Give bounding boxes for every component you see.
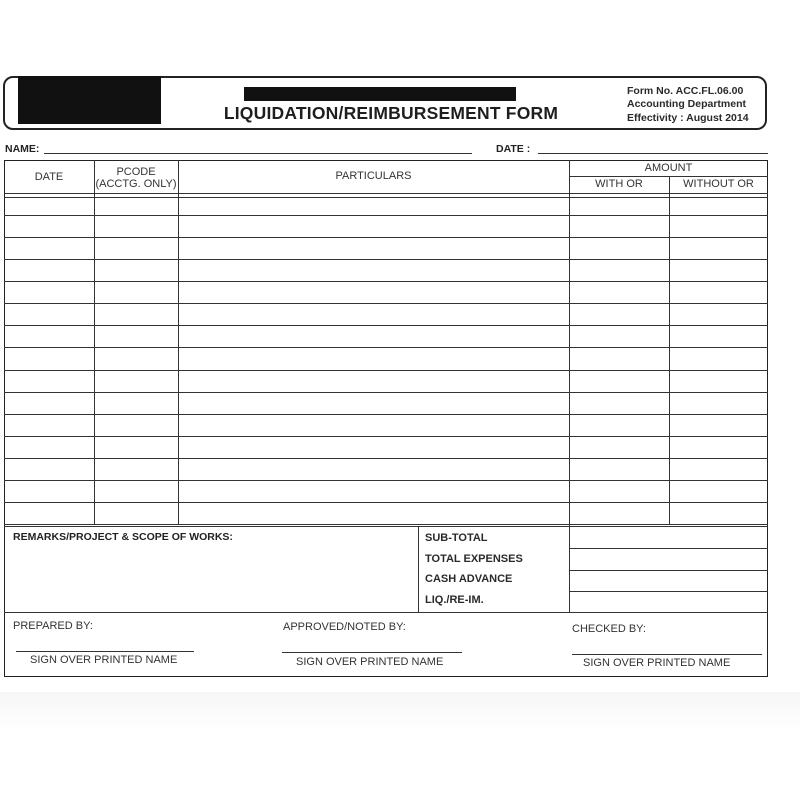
table-row	[4, 436, 768, 437]
redacted-logo	[18, 76, 161, 124]
date-label: DATE :	[496, 143, 531, 155]
checked-by-sign-caption: SIGN OVER PRINTED NAME	[583, 657, 731, 669]
remarks-field[interactable]	[12, 548, 412, 606]
form-number: Form No. ACC.FL.06.00	[627, 85, 744, 97]
table-row	[4, 414, 768, 415]
cash-advance-line[interactable]	[569, 591, 768, 592]
col-header-pcode: PCODE	[116, 166, 156, 178]
redacted-company-name	[244, 87, 516, 101]
date-field[interactable]	[538, 153, 768, 154]
prepared-by-sign-line[interactable]	[16, 651, 194, 652]
table-row	[4, 281, 768, 282]
table-row	[4, 392, 768, 393]
col-header-without-or: WITHOUT OR	[683, 178, 754, 190]
remarks-label: REMARKS/PROJECT & SCOPE OF WORKS:	[13, 531, 233, 543]
col-header-amount: AMOUNT	[644, 162, 693, 174]
liq-reim-label: LIQ./RE-IM.	[425, 594, 484, 606]
name-field[interactable]	[44, 153, 472, 154]
table-row	[4, 237, 768, 238]
col-header-pcode-note: (ACCTG. ONLY)	[95, 178, 177, 190]
table-row	[4, 480, 768, 481]
table-row	[4, 259, 768, 260]
table-row	[4, 524, 768, 525]
subtotal-line[interactable]	[569, 548, 768, 549]
col-sep-amount	[669, 176, 670, 524]
total-expenses-label: TOTAL EXPENSES	[425, 553, 523, 565]
approved-by-sign-line[interactable]	[282, 652, 462, 653]
amount-subheader-line	[569, 176, 768, 177]
approved-by-label: APPROVED/NOTED BY:	[283, 621, 406, 633]
table-row	[4, 215, 768, 216]
header-double-rule	[4, 197, 768, 198]
table-row	[4, 347, 768, 348]
checked-by-sign-line[interactable]	[572, 654, 762, 655]
header-bottom-line	[4, 193, 768, 194]
col-sep-particulars	[569, 160, 570, 613]
department-label: Accounting Department	[627, 98, 747, 110]
name-label: NAME:	[5, 143, 40, 155]
summary-sep	[418, 526, 419, 613]
table-row	[4, 370, 768, 371]
subtotal-label: SUB-TOTAL	[425, 532, 488, 544]
signature-top-line	[4, 612, 768, 613]
total-expenses-line[interactable]	[569, 570, 768, 571]
scan-shadow	[0, 692, 800, 732]
cash-advance-label: CASH ADVANCE	[425, 573, 513, 585]
prepared-by-sign-caption: SIGN OVER PRINTED NAME	[30, 654, 178, 666]
table-row	[4, 325, 768, 326]
col-header-particulars: PARTICULARS	[335, 170, 412, 182]
checked-by-label: CHECKED BY:	[572, 623, 646, 635]
approved-by-sign-caption: SIGN OVER PRINTED NAME	[296, 656, 444, 668]
summary-top-line	[4, 526, 768, 527]
col-header-with-or: WITH OR	[595, 178, 643, 190]
prepared-by-label: PREPARED BY:	[13, 620, 93, 632]
effectivity-date: Effectivity : August 2014	[627, 112, 749, 124]
table-row	[4, 502, 768, 503]
col-header-date: DATE	[34, 171, 64, 183]
table-row	[4, 458, 768, 459]
form-title: LIQUIDATION/REIMBURSEMENT FORM	[223, 103, 559, 123]
table-row	[4, 303, 768, 304]
